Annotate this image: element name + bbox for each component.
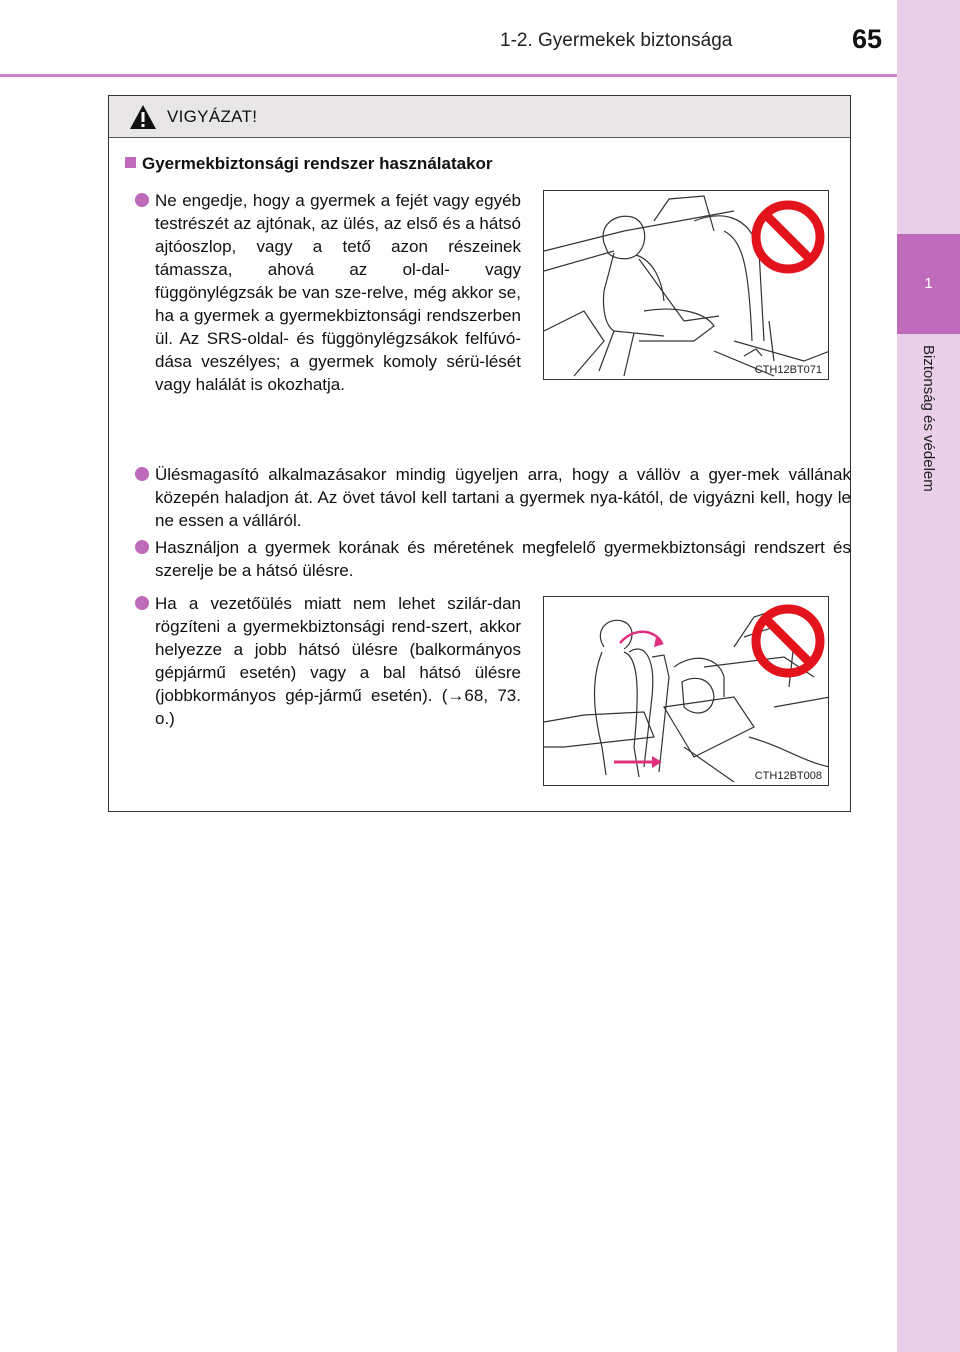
warning-triangle-icon — [129, 104, 157, 130]
chapter-number: 1 — [924, 275, 933, 292]
warning-item-text: Ülésmagasító alkalmazásakor mindig ügyeljen arra, hogy a vállöv a gyer-mek vállának közepén haladjon át. Az övet távol kell tartani a gyermek nya-kától, de vigyázni kell, hogy le ne essen a válláról. — [155, 465, 851, 530]
square-bullet-icon — [125, 157, 136, 168]
illustration-rear-facing-child-seat — [543, 596, 829, 786]
figure-code: CTH12BT008 — [754, 770, 822, 782]
warning-box — [108, 95, 851, 812]
warning-item — [155, 536, 851, 582]
prohibited-icon — [750, 199, 826, 275]
prohibited-icon — [750, 603, 826, 679]
header-rule — [0, 74, 897, 77]
warning-label: VIGYÁZAT! — [167, 107, 258, 126]
running-header-title: 1-2. Gyermekek biztonsága — [500, 30, 733, 51]
warning-item — [155, 189, 521, 396]
warning-header — [109, 96, 850, 138]
warning-item-text: Ne engedje, hogy a gyermek a fejét vagy egyéb testrészét az ajtónak, az ülés, az első és a hátsó ajtóoszlop, vagy a tető azon részeinek támassza, ahová az ol-dal- vagy függönylégzsák be van sze-relve, még akkor se, ha a gyermek a gyermekbiztonsági rendszerben ül. Az SRS-oldal- és függönylégzsákok felfúvó-dása veszélyes; a gyermek komoly sérü-lését vagy halálát is okozhatja. — [155, 191, 521, 394]
subheading-text: Gyermekbiztonsági rendszer használatakor — [142, 154, 493, 173]
bullet-icon — [135, 540, 149, 554]
figure-code: CTH12BT071 — [754, 364, 822, 376]
warning-subheading — [125, 154, 493, 174]
warning-item-text: Ha a vezetőülés miatt nem lehet szilár-dan rögzíteni a gyermekbiztonsági rend-szert, akkor helyezze a jobb hátsó ülésre (balkormányos gépjármű esetén) vagy a bal hátsó ülésre (jobbkormányos gép-jármű esetén). (→68, 73. o.) — [155, 594, 521, 728]
bullet-icon — [135, 193, 149, 207]
chapter-tab-strip — [897, 0, 960, 1352]
warning-item — [155, 463, 851, 532]
warning-item-text: Használjon a gyermek korának és méretének megfelelő gyermekbiztonsági rendszert és szerelje be a hátsó ülésre. — [155, 538, 851, 580]
bullet-icon — [135, 596, 149, 610]
warning-item — [155, 592, 521, 730]
illustration-child-on-booster-seat — [543, 190, 829, 380]
bullet-icon — [135, 467, 149, 481]
chapter-title: Biztonság és védelem — [920, 345, 937, 492]
page-number: 65 — [852, 24, 883, 54]
